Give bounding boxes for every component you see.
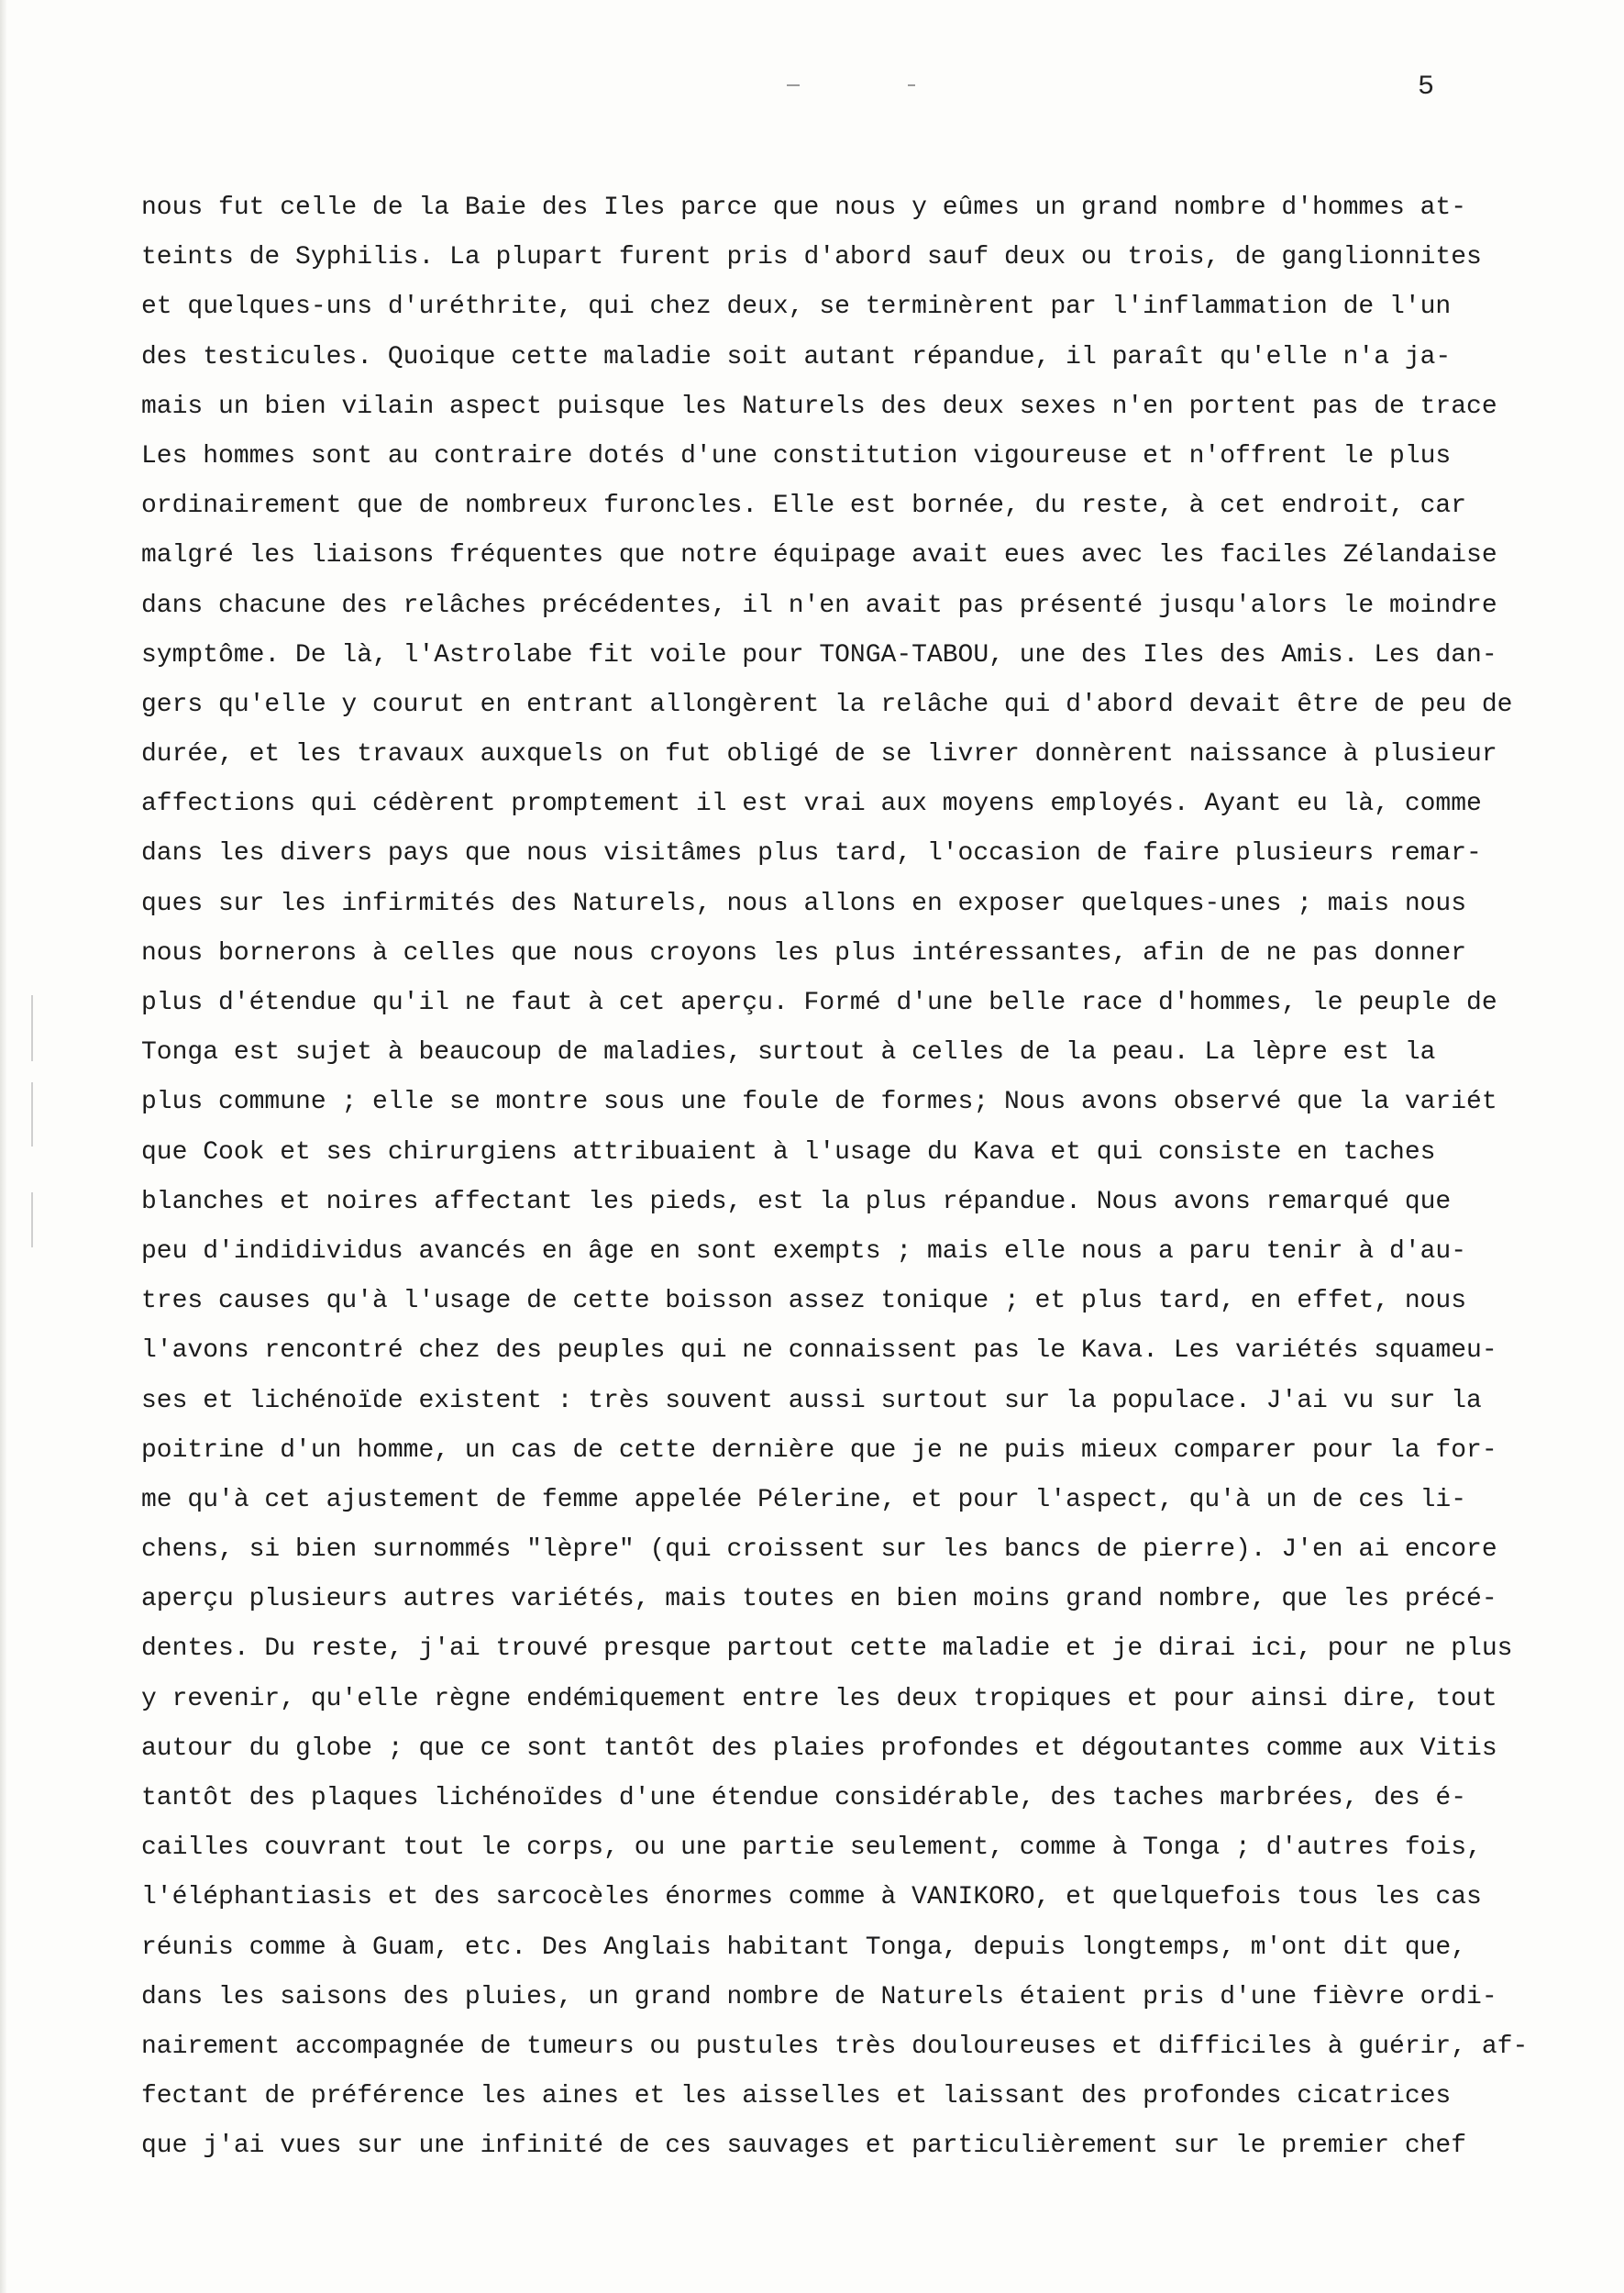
text-line: tantôt des plaques lichénoïdes d'une étendue considérable, des taches marbrées, des é- — [141, 1784, 1467, 1812]
text-line: teints de Syphilis. La plupart furent pris d'abord sauf deux ou trois, de ganglionnites — [141, 243, 1482, 272]
margin-rule — [31, 995, 33, 1061]
text-line: blanches et noires affectant les pieds, est la plus répandue. Nous avons remarqué que — [141, 1187, 1452, 1216]
text-line: et quelques-uns d'uréthrite, qui chez deux, se terminèrent par l'inflammation de l'un — [141, 293, 1452, 322]
text-line: affections qui cédèrent promptement il est vrai aux moyens employés. Ayant eu là, comme — [141, 790, 1482, 819]
text-line: nairement accompagnée de tumeurs ou pustules très douloureuses et difficiles à guérir, af- — [141, 2032, 1529, 2061]
text-line: tres causes qu'à l'usage de cette boisson assez tonique ; et plus tard, en effet, nous — [141, 1287, 1467, 1316]
text-line: ses et lichénoïde existent : très souvent aussi surtout sur la populace. J'ai vu sur la — [141, 1386, 1482, 1415]
text-line: réunis comme à Guam, etc. Des Anglais habitant Tonga, depuis longtemps, m'ont dit que, — [141, 1933, 1467, 1962]
text-line: plus commune ; elle se montre sous une foule de formes; Nous avons observé que la variét — [141, 1088, 1497, 1117]
scan-mark — [787, 84, 800, 86]
text-line: y revenir, qu'elle règne endémiquement entre les deux tropiques et pour ainsi dire, tout — [141, 1684, 1497, 1713]
text-line: symptôme. De là, l'Astrolabe fit voile pour TONGA-TABOU, une des Iles des Amis. Les dan- — [141, 640, 1497, 670]
text-line: des testicules. Quoique cette maladie soit autant répandue, il paraît qu'elle n'a ja- — [141, 342, 1452, 371]
text-line: me qu'à cet ajustement de femme appelée Pélerine, et pour l'aspect, qu'à un de ces li- — [141, 1485, 1467, 1514]
text-line: dans les saisons des pluies, un grand nombre de Naturels étaient pris d'une fièvre ordi- — [141, 1982, 1497, 2011]
text-line: plus d'étendue qu'il ne faut à cet aperçu. Formé d'une belle race d'hommes, le peuple de — [141, 989, 1497, 1017]
text-line: dans chacune des relâches précédentes, il n'en avait pas présenté jusqu'alors le moindre — [141, 591, 1497, 620]
text-line: chens, si bien surnommés "lèpre" (qui croissent sur les bancs de pierre). J'en ai encore — [141, 1535, 1497, 1565]
text-line: ordinairement que de nombreux furoncles. Elle est bornée, du reste, à cet endroit, car — [141, 492, 1467, 521]
text-line: cailles couvrant tout le corps, ou une partie seulement, comme à Tonga ; d'autres fois, — [141, 1833, 1482, 1863]
text-line: durée, et les travaux auxquels on fut obligé de se livrer donnèrent naissance à plusieur — [141, 740, 1497, 770]
text-line: l'avons rencontré chez des peuples qui ne connaissent pas le Kava. Les variétés squameu- — [141, 1336, 1497, 1366]
margin-rule — [31, 1192, 33, 1247]
text-line: nous fut celle de la Baie des Iles parce que nous y eûmes un grand nombre d'hommes at- — [141, 194, 1467, 222]
text-line: malgré les liaisons fréquentes que notre équipage avait eues avec les faciles Zélandaise — [141, 541, 1497, 570]
text-line: peu d'indidividus avancés en âge en sont exempts ; mais elle nous a paru tenir à d'au- — [141, 1236, 1467, 1266]
text-line: autour du globe ; que ce sont tantôt des plaies profondes et dégoutantes comme aux Vitis — [141, 1734, 1497, 1763]
text-line: Tonga est sujet à beaucoup de maladies, surtout à celles de la peau. La lèpre est la — [141, 1038, 1436, 1068]
body-text — [141, 183, 1585, 2172]
text-line: Les hommes sont au contraire dotés d'une constitution vigoureuse et n'offrent le plus — [141, 441, 1452, 471]
text-line: poitrine d'un homme, un cas de cette dernière que je ne puis mieux comparer pour la for- — [141, 1435, 1497, 1465]
margin-rule — [31, 1082, 33, 1146]
text-line: gers qu'elle y courut en entrant allongèrent la relâche qui d'abord devait être de peu de — [141, 690, 1513, 719]
text-line: dans les divers pays que nous visitâmes plus tard, l'occasion de faire plusieurs remar- — [141, 839, 1482, 869]
text-line: que Cook et ses chirurgiens attribuaient à l'usage du Kava et qui consiste en taches — [141, 1137, 1436, 1167]
text-line: aperçu plusieurs autres variétés, mais toutes en bien moins grand nombre, que les précé- — [141, 1585, 1497, 1614]
page-number: 5 — [1418, 72, 1435, 103]
text-line: dentes. Du reste, j'ai trouvé presque partout cette maladie et je dirai ici, pour ne plus — [141, 1634, 1513, 1664]
text-line: mais un bien vilain aspect puisque les Naturels des deux sexes n'en portent pas de trace — [141, 392, 1497, 421]
text-line: fectant de préférence les aines et les aisselles et laissant des profondes cicatrices — [141, 2082, 1452, 2111]
text-line: nous bornerons à celles que nous croyons les plus intéressantes, afin de ne pas donner — [141, 938, 1467, 968]
text-line: l'éléphantiasis et des sarcocèles énormes comme à VANIKORO, et quelquefois tous les cas — [141, 1883, 1482, 1912]
text-line: ques sur les infirmités des Naturels, nous allons en exposer quelques-unes ; mais nous — [141, 889, 1467, 918]
scan-mark — [908, 84, 915, 86]
text-line: que j'ai vues sur une infinité de ces sauvages et particulièrement sur le premier chef — [141, 2132, 1467, 2161]
scan-edge-shadow — [0, 0, 7, 2293]
